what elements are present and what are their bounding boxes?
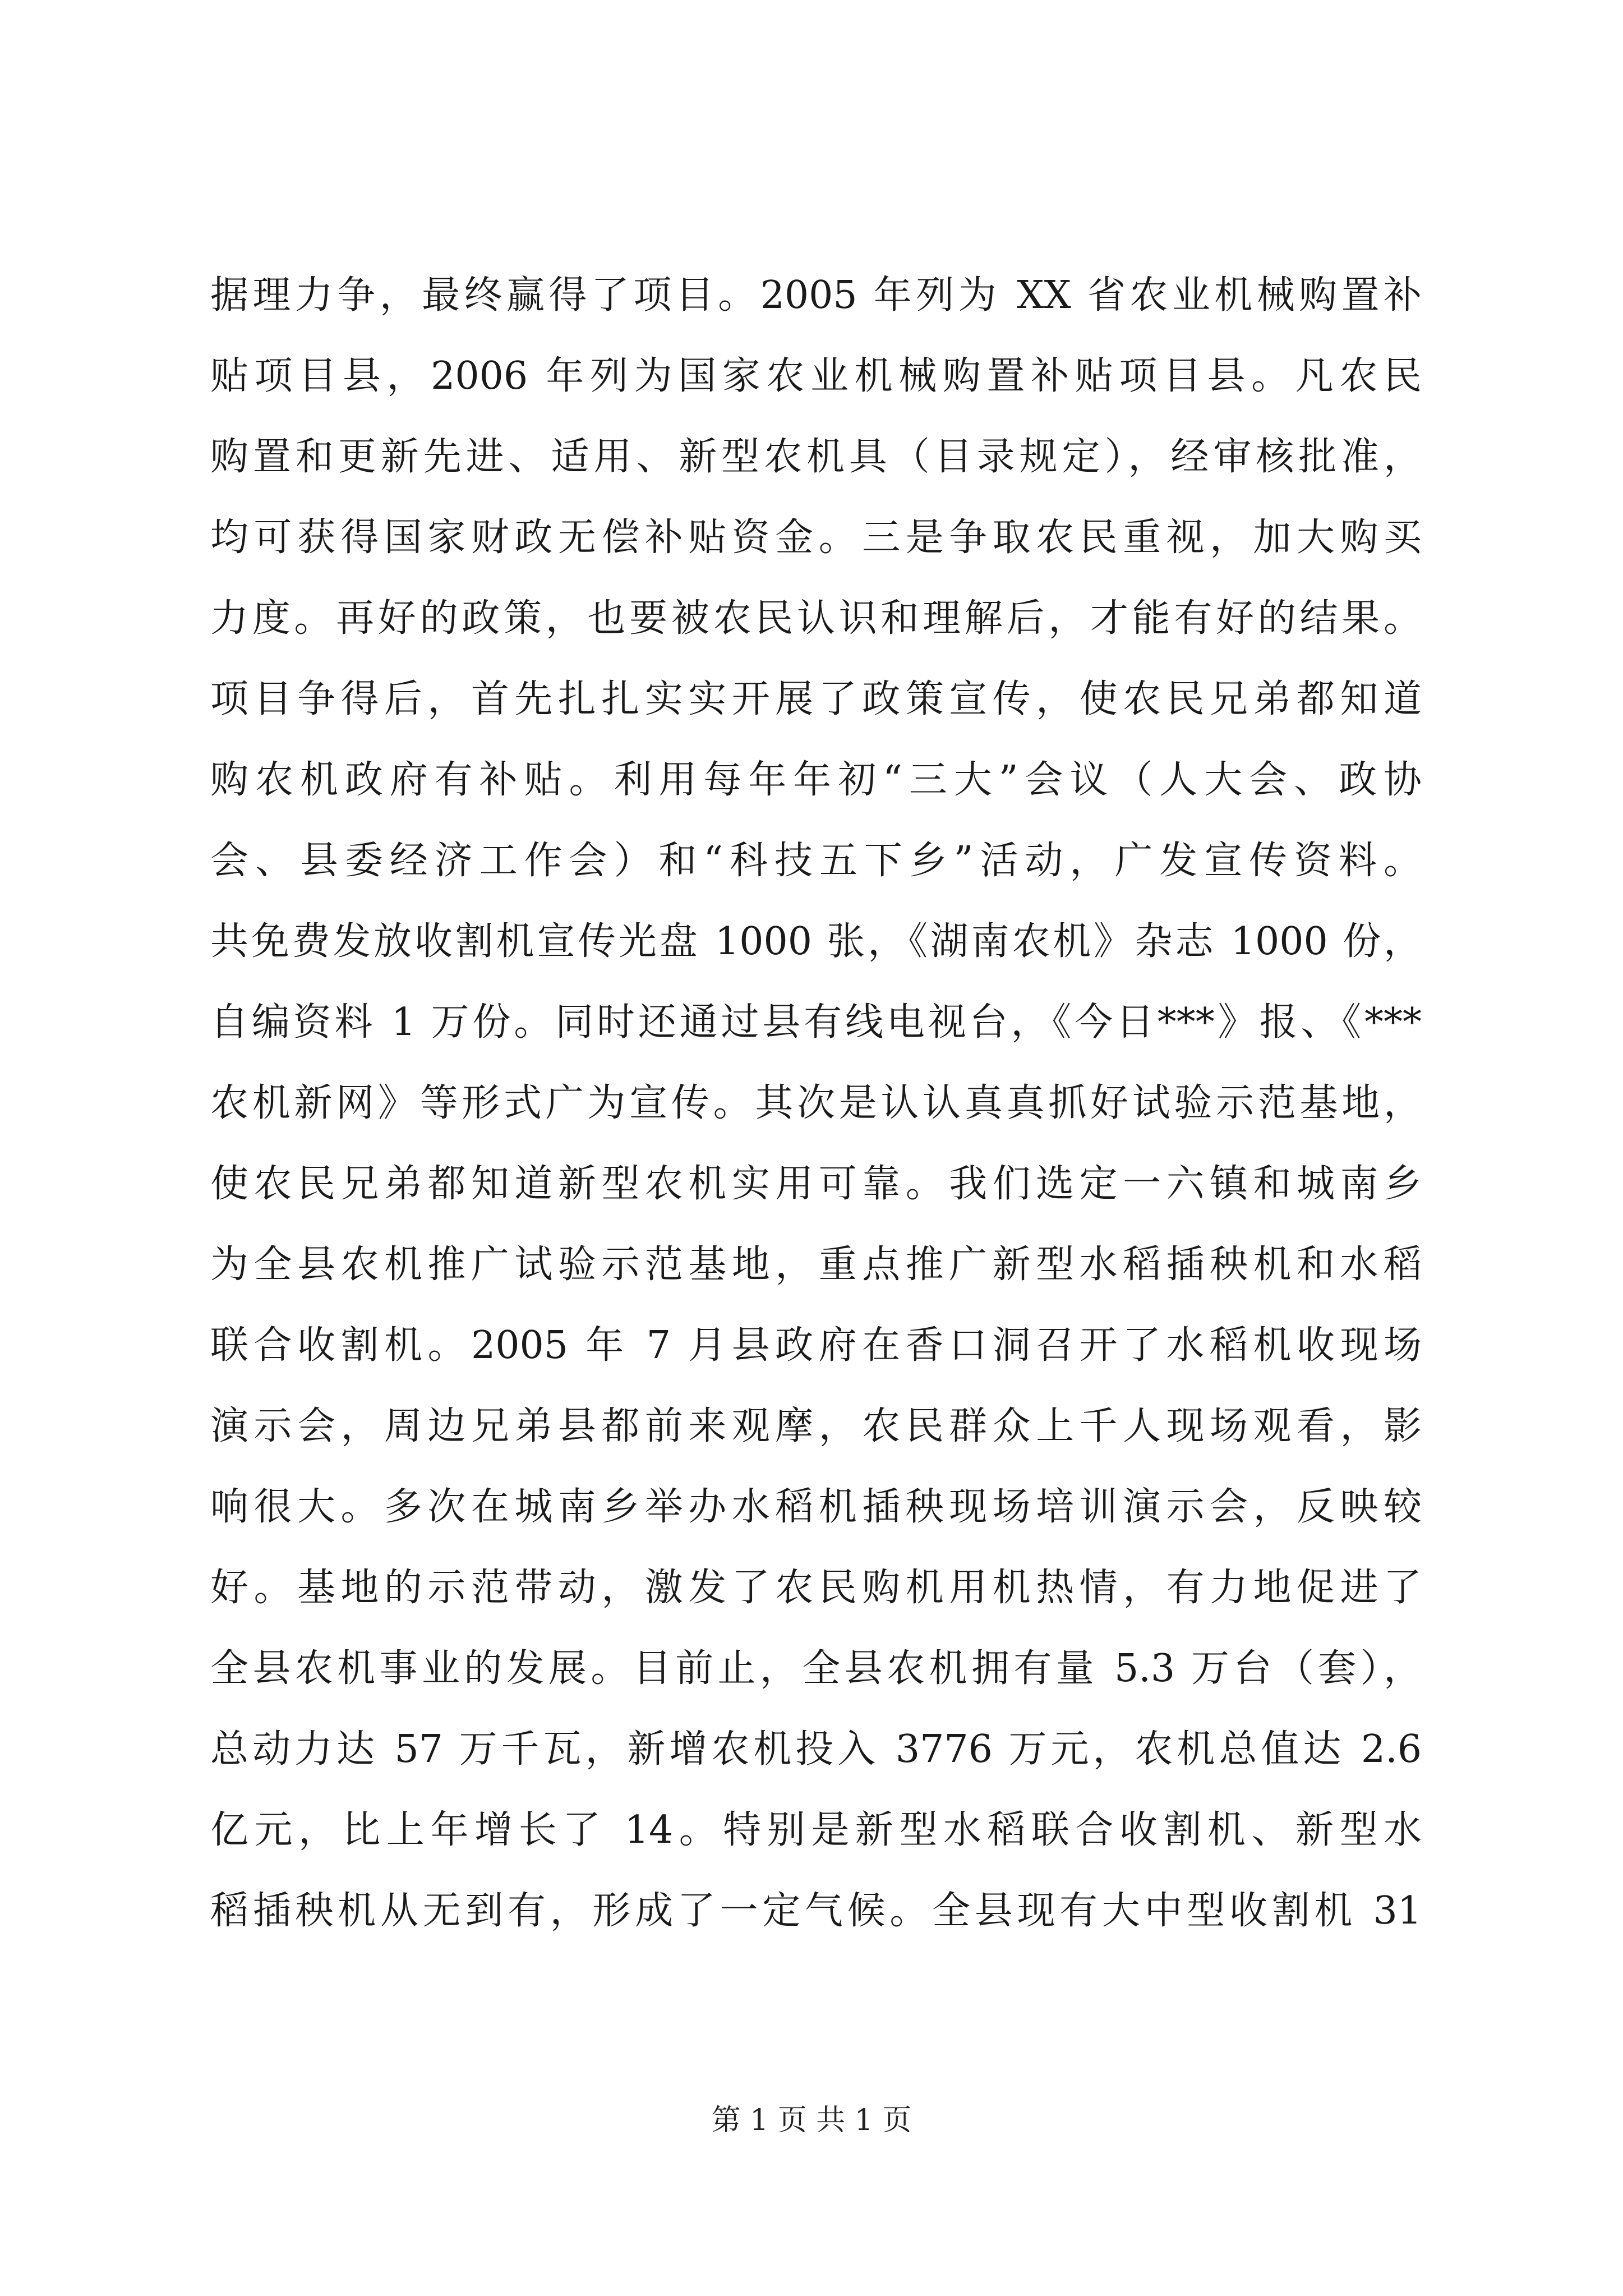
text-line: 稻插秧机从无到有，形成了一定气候。全县现有大中型收割机 31 — [210, 1889, 1422, 1933]
text-line: 为全县农机推广试验示范基地，重点推广新型水稻插秧机和水稻 — [210, 1243, 1422, 1287]
text-line: 自编资料 1 万份。同时还通过县有线电视台，《今日***》报、《*** — [210, 1000, 1422, 1045]
text-line: 全县农机事业的发展。目前止，全县农机拥有量 5.3 万台（套）， — [210, 1646, 1422, 1691]
text-line: 好。基地的示范带动，激发了农民购机用机热情，有力地促进了 — [210, 1566, 1422, 1610]
text-line: 均可获得国家财政无偿补贴资金。三是争取农民重视，加大购买 — [210, 516, 1422, 560]
text-line: 力度。再好的政策，也要被农民认识和理解后，才能有好的结果。 — [210, 596, 1422, 641]
text-line: 会、县委经济工作会）和“科技五下乡”活动，广发宣传资料。 — [210, 839, 1422, 883]
text-line: 联合收割机。2005 年 7 月县政府在香口洞召开了水稻机收现场 — [210, 1323, 1422, 1368]
text-line: 购农机政府有补贴。利用每年年初“三大”会议（人大会、政协 — [210, 758, 1422, 802]
text-line: 购置和更新先进、适用、新型农机具（目录规定），经审核批准， — [210, 435, 1422, 479]
body-paragraph — [210, 255, 1422, 1952]
text-line: 据理力争，最终赢得了项目。2005 年列为 XX 省农业机械购置补 — [210, 273, 1422, 318]
text-line: 响很大。多次在城南乡举办水稻机插秧现场培训演示会，反映较 — [210, 1485, 1422, 1529]
text-line: 亿元，比上年增长了 14。特别是新型水稻联合收割机、新型水 — [210, 1808, 1422, 1852]
text-line: 使农民兄弟都知道新型农机实用可靠。我们选定一六镇和城南乡 — [210, 1162, 1422, 1206]
text-line: 共免费发放收割机宣传光盘 1000 张，《湖南农机》杂志 1000 份， — [210, 919, 1422, 964]
text-line: 演示会，周边兄弟县都前来观摩，农民群众上千人现场观看，影 — [210, 1404, 1422, 1448]
text-line: 总动力达 57 万千瓦，新增农机投入 3776 万元，农机总值达 2.6 — [210, 1727, 1422, 1772]
text-line: 贴项目县，2006 年列为国家农业机械购置补贴项目县。凡农民 — [210, 354, 1422, 398]
page-footer: 第 1 页 共 1 页 — [711, 2104, 912, 2137]
text-line: 项目争得后，首先扎扎实实开展了政策宣传，使农民兄弟都知道 — [210, 677, 1422, 721]
text-line: 农机新网》等形式广为宣传。其次是认认真真抓好试验示范基地， — [210, 1081, 1422, 1125]
